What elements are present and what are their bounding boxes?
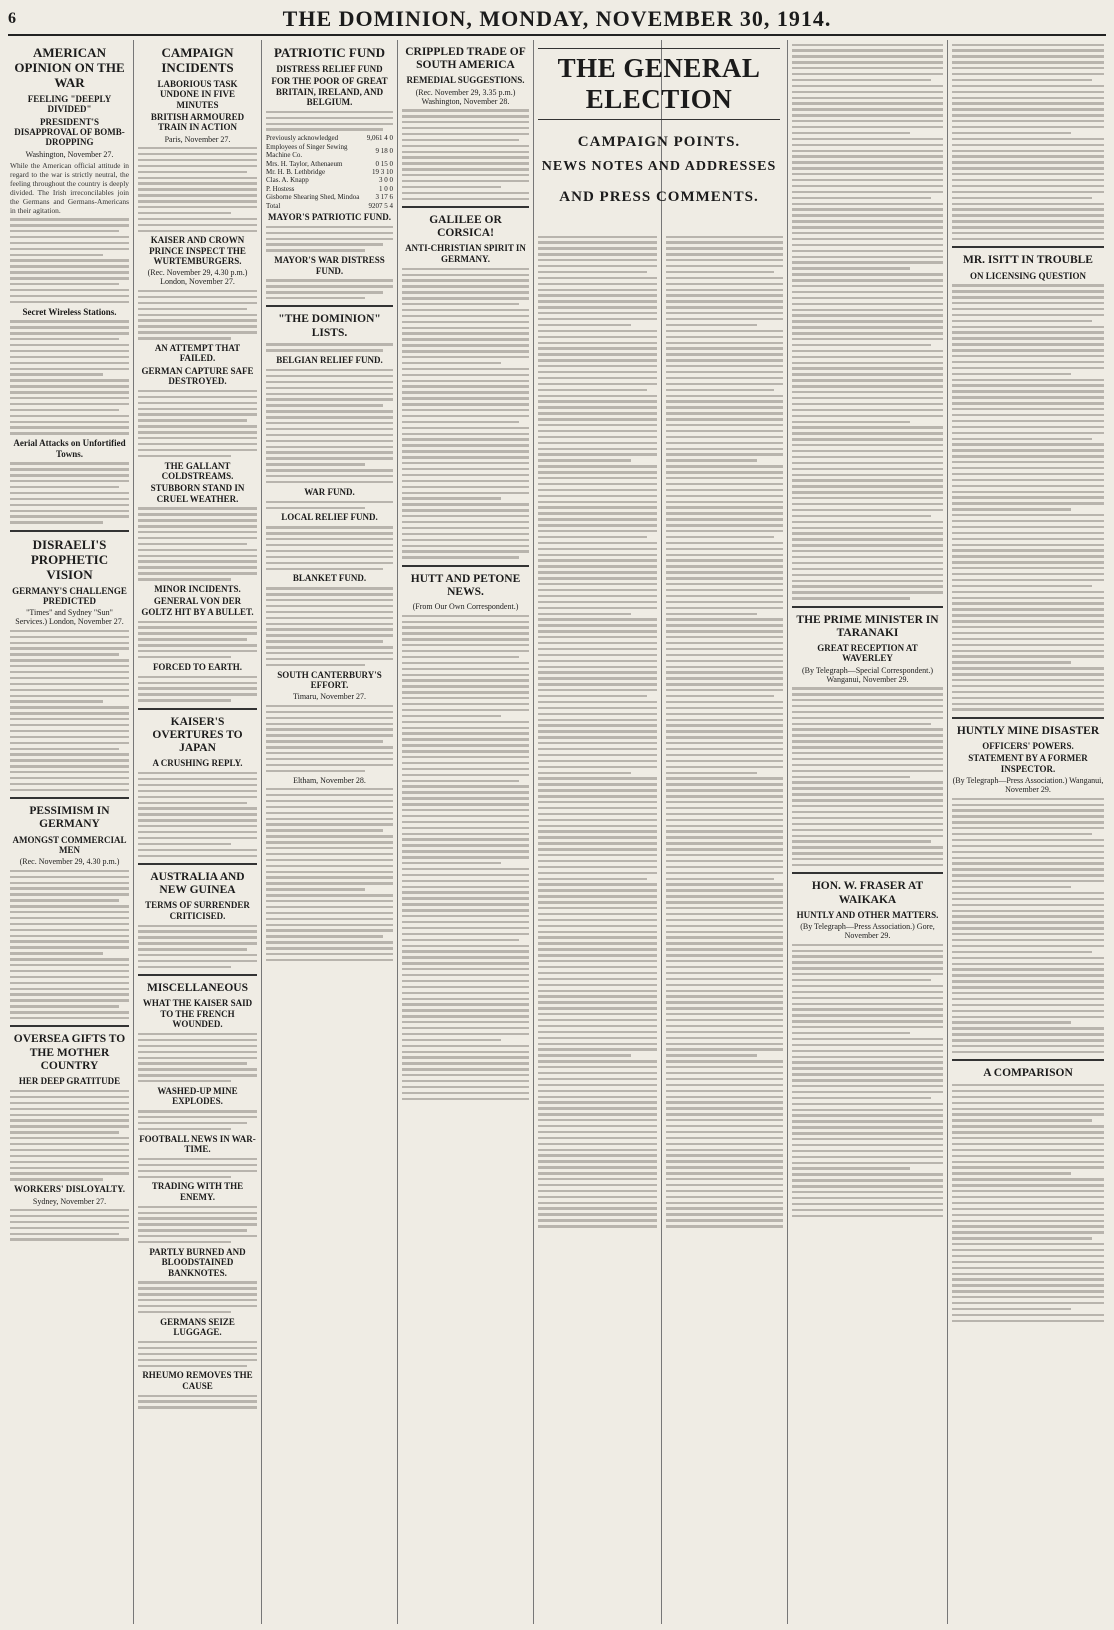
article-subheading: PRESIDENT'S DISAPPROVAL OF BOMB-DROPPING bbox=[14, 116, 125, 148]
fund-amount: 3 17 6 bbox=[375, 193, 393, 202]
article-heading: MR. ISITT IN TROUBLE bbox=[963, 254, 1093, 267]
column-6 bbox=[662, 40, 788, 1624]
article-subheading: HUNTLY AND OTHER MATTERS. bbox=[796, 909, 939, 920]
newspaper-title: THE DOMINION, MONDAY, NOVEMBER 30, 1914. bbox=[282, 6, 832, 31]
section-subheading: PARTLY BURNED AND BLOODSTAINED BANKNOTES. bbox=[149, 1246, 246, 1278]
fund-amount: 9 18 0 bbox=[375, 146, 393, 155]
article-heading: MISCELLANEOUS bbox=[147, 982, 248, 995]
section-subheading: TRADING WITH THE ENEMY. bbox=[151, 1181, 244, 1202]
article-heading: A COMPARISON bbox=[983, 1067, 1073, 1080]
fund-name: Clas. A. Knapp bbox=[266, 176, 309, 185]
article-text-block bbox=[792, 944, 943, 1217]
article-heading: AMERICAN OPINION ON THE WAR bbox=[14, 45, 125, 90]
article-text-block bbox=[266, 526, 393, 570]
article-text-block bbox=[138, 1341, 257, 1367]
section-subheading: MAYOR'S WAR DISTRESS FUND. bbox=[274, 255, 385, 276]
article-text-block bbox=[10, 462, 129, 523]
dateline: (Rec. November 29, 3.35 p.m.) Washington, November 28. bbox=[415, 87, 516, 106]
article-text-block bbox=[138, 676, 257, 702]
section-subheading: WAR FUND. bbox=[304, 486, 355, 497]
article-text-block bbox=[952, 284, 1104, 711]
article-text-block bbox=[138, 1158, 257, 1178]
fund-amount: 1 0 0 bbox=[379, 184, 393, 193]
article-heading: OVERSEA GIFTS TO THE MOTHER COUNTRY bbox=[13, 1033, 126, 1072]
article-subheading: AMONGST COMMERCIAL MEN bbox=[12, 834, 127, 855]
section-subheading: STUBBORN STAND IN CRUEL WEATHER. bbox=[150, 483, 245, 504]
article-text-block bbox=[666, 236, 783, 1228]
fund-amount: 3 0 0 bbox=[379, 176, 393, 185]
article-subheading: BRITISH ARMOURED TRAIN IN ACTION bbox=[150, 111, 245, 133]
section-subheading: BLANKET FUND. bbox=[292, 573, 367, 584]
section-subheading: GERMANS SEIZE LUGGAGE. bbox=[160, 1316, 235, 1338]
section-subheading: MINOR INCIDENTS. bbox=[154, 584, 241, 595]
fund-amount: 0 15 0 bbox=[375, 159, 393, 168]
section-subheading: LOCAL RELIEF FUND. bbox=[281, 512, 378, 523]
article-subheading: FEELING "DEEPLY DIVIDED" bbox=[27, 93, 112, 115]
article-heading: HUTT AND PETONE NEWS. bbox=[410, 572, 521, 598]
column-4 bbox=[398, 40, 534, 1624]
column-1 bbox=[6, 40, 134, 1624]
article-heading: KAISER'S OVERTURES TO JAPAN bbox=[152, 715, 243, 755]
article-text-block bbox=[138, 621, 257, 659]
fund-name: Total bbox=[266, 201, 281, 210]
article-text-block bbox=[138, 507, 257, 580]
article-subheading: GERMANY'S CHALLENGE PREDICTED bbox=[12, 585, 127, 606]
article-heading: PATRIOTIC FUND bbox=[273, 45, 386, 60]
article-subheading: FOR THE POOR OF GREAT BRITAIN, IRELAND, AND BELGIUM. bbox=[271, 76, 388, 107]
page-number: 6 bbox=[8, 10, 16, 27]
column-2 bbox=[134, 40, 262, 1624]
article-text-block bbox=[952, 44, 1104, 241]
article-text-block bbox=[138, 1281, 257, 1313]
article-text-block bbox=[10, 630, 129, 791]
article-subheading: LABORIOUS TASK UNDONE IN FIVE MINUTES bbox=[157, 78, 238, 110]
fund-row bbox=[266, 193, 393, 201]
article-text-block bbox=[402, 268, 529, 559]
section-subheading: Aerial Attacks on Unfortified Towns. bbox=[13, 438, 126, 459]
column-8 bbox=[948, 40, 1108, 1624]
article-text-block bbox=[10, 1090, 129, 1181]
dateline: (From Our Own Correspondent.) bbox=[412, 602, 519, 612]
article-text-block bbox=[792, 44, 943, 600]
general-election-banner bbox=[538, 48, 780, 214]
fund-amount: 19 3 10 bbox=[372, 167, 393, 176]
section-subheading: MAYOR'S PATRIOTIC FUND. bbox=[267, 211, 392, 222]
article-subheading: ANTI-CHRISTIAN SPIRIT IN GERMANY. bbox=[405, 243, 526, 264]
article-text-block bbox=[10, 320, 129, 434]
article-text-block bbox=[952, 798, 1104, 1054]
section-subheading: KAISER AND CROWN PRINCE INSPECT THE WURTEMBURGERS. bbox=[149, 235, 246, 267]
article-text-block bbox=[266, 111, 393, 131]
dateline: (Rec. November 29, 4.30 p.m.) bbox=[19, 857, 120, 867]
article-text-block bbox=[792, 687, 943, 866]
fund-table bbox=[266, 134, 393, 210]
section-subheading: RHEUMO REMOVES THE CAUSE bbox=[142, 1370, 253, 1391]
section-subheading: Secret Wireless Stations. bbox=[22, 306, 117, 317]
article-subheading: GREAT RECEPTION AT WAVERLEY bbox=[817, 643, 918, 664]
section-subheading: GERMAN CAPTURE SAFE DESTROYED. bbox=[141, 365, 254, 387]
article-subheading: DISTRESS RELIEF FUND bbox=[276, 63, 383, 74]
fund-amount: 9,061 4 0 bbox=[366, 134, 393, 143]
article-text-block bbox=[10, 1209, 129, 1241]
article-text-block bbox=[266, 279, 393, 299]
article-heading: GALILEE OR CORSICA! bbox=[429, 214, 502, 240]
article-text-block bbox=[266, 226, 393, 252]
article-text-block bbox=[10, 218, 129, 303]
article-heading: AUSTRALIA AND NEW GUINEA bbox=[150, 870, 245, 897]
article-text-block bbox=[138, 1395, 257, 1409]
article-subheading: HER DEEP GRATITUDE bbox=[18, 1076, 121, 1087]
article-text-block bbox=[402, 615, 529, 1100]
article-subheading: OFFICERS' POWERS. bbox=[982, 741, 1074, 752]
article-subheading: ON LICENSING QUESTION bbox=[969, 270, 1087, 281]
dateline: Paris, November 27. bbox=[164, 134, 231, 144]
fund-name: Employees of Singer Sewing Machine Co. bbox=[266, 142, 348, 160]
section-subheading: WASHED-UP MINE EXPLODES. bbox=[157, 1085, 238, 1107]
article-body: While the American official attitude in regard to the war is strictly neutral, the feeling throughout the country is deeply divided. The Irish irreconcilables join the Germans and Germans-Americans in their agitation. bbox=[10, 160, 129, 215]
article-text-block bbox=[952, 1084, 1104, 1322]
article-subheading: TERMS OF SURRENDER CRITICISED. bbox=[145, 900, 250, 921]
article-text-block bbox=[266, 501, 393, 509]
article-text-block bbox=[138, 147, 257, 232]
section-subheading: BELGIAN RELIEF FUND. bbox=[276, 355, 383, 366]
article-text-block bbox=[138, 290, 257, 340]
banner-title: THE GENERAL ELECTION bbox=[538, 48, 780, 120]
fund-row bbox=[266, 168, 393, 176]
banner-subtitle: AND PRESS COMMENTS. bbox=[559, 189, 759, 205]
section-subheading: THE GALLANT COLDSTREAMS. bbox=[161, 460, 234, 481]
article-subheading: REMEDIAL SUGGESTIONS. bbox=[406, 75, 525, 86]
dateline: Eltham, November 28. bbox=[293, 775, 366, 785]
article-text-block bbox=[10, 870, 129, 1020]
dateline: (By Telegraph—Special Correspondent.) Wanganui, November 29. bbox=[801, 665, 934, 684]
masthead bbox=[8, 4, 1106, 36]
fund-row bbox=[266, 134, 393, 142]
fund-amount: 9207 5 4 bbox=[368, 201, 393, 210]
section-subheading: AN ATTEMPT THAT FAILED. bbox=[154, 343, 241, 364]
article-text-block bbox=[138, 1206, 257, 1244]
fund-name: Previously acknowledged bbox=[266, 134, 339, 143]
article-text-block bbox=[266, 369, 393, 483]
banner-subtitle: NEWS NOTES AND ADDRESSES bbox=[541, 159, 777, 174]
dateline: Timaru, November 27. bbox=[292, 692, 367, 702]
section-subheading: WORKERS' DISLOYALTY. bbox=[13, 1184, 126, 1195]
article-text-block bbox=[138, 390, 257, 457]
fund-row bbox=[266, 176, 393, 184]
article-heading: CRIPPLED TRADE OF SOUTH AMERICA bbox=[405, 46, 526, 72]
column-5 bbox=[534, 40, 662, 1624]
fund-name: Gisborne Shearing Shed, Mindoa bbox=[266, 193, 360, 202]
fund-row bbox=[266, 202, 393, 210]
fund-row bbox=[266, 160, 393, 168]
dateline: (Rec. November 29, 4.30 p.m.) London, November 27. bbox=[147, 268, 248, 287]
article-heading: DISRAELI'S PROPHETIC VISION bbox=[30, 536, 109, 582]
article-heading: "THE DOMINION" LISTS. bbox=[278, 313, 381, 339]
banner-subtitle: CAMPAIGN POINTS. bbox=[577, 134, 741, 150]
fund-name: Mrs. H. Taylor, Athenaeum bbox=[266, 159, 343, 168]
article-heading: THE PRIME MINISTER IN TARANAKI bbox=[796, 613, 939, 639]
article-text-block bbox=[266, 705, 393, 772]
article-subheading: STATEMENT BY A FORMER INSPECTOR. bbox=[968, 753, 1088, 774]
dateline: (By Telegraph—Press Association.) Gore, November 29. bbox=[800, 922, 935, 941]
column-7 bbox=[788, 40, 948, 1624]
article-heading: CAMPAIGN INCIDENTS bbox=[161, 45, 234, 75]
article-text-block bbox=[538, 236, 657, 1228]
section-subheading: FORCED TO EARTH. bbox=[152, 661, 243, 672]
fund-row bbox=[266, 185, 393, 193]
article-heading: PESSIMISM IN GERMANY bbox=[29, 805, 110, 831]
article-text-block bbox=[266, 343, 393, 351]
dateline: Sydney, November 27. bbox=[32, 1196, 107, 1206]
article-text-block bbox=[266, 587, 393, 666]
article-text-block bbox=[138, 772, 257, 857]
article-heading: HON. W. FRASER AT WAIKAKA bbox=[811, 880, 924, 906]
column-3 bbox=[262, 40, 398, 1624]
fund-row bbox=[266, 143, 393, 160]
article-text-block bbox=[266, 788, 393, 961]
section-subheading: GENERAL VON DER GOLTZ HIT BY A BULLET. bbox=[141, 596, 254, 617]
article-text-block bbox=[138, 1033, 257, 1083]
article-text-block bbox=[138, 1110, 257, 1130]
dateline: Washington, November 27. bbox=[25, 149, 114, 159]
dateline: (By Telegraph—Press Association.) Wanganui, November 29. bbox=[952, 776, 1104, 795]
article-text-block bbox=[138, 925, 257, 969]
article-text-block bbox=[402, 109, 529, 200]
dateline: "Times" and Sydney "Sun" Services.) London, November 27. bbox=[15, 608, 124, 627]
article-subheading: WHAT THE KAISER SAID TO THE FRENCH WOUNDED. bbox=[142, 998, 253, 1030]
section-subheading: FOOTBALL NEWS IN WAR-TIME. bbox=[139, 1133, 256, 1155]
article-subheading: A CRUSHING REPLY. bbox=[152, 758, 243, 769]
fund-name: Mr. H. B. Lethbridge bbox=[266, 167, 326, 176]
article-heading: HUNTLY MINE DISASTER bbox=[956, 724, 1100, 737]
fund-name: P. Hostess bbox=[266, 184, 295, 193]
section-subheading: SOUTH CANTERBURY'S EFFORT. bbox=[277, 669, 382, 691]
